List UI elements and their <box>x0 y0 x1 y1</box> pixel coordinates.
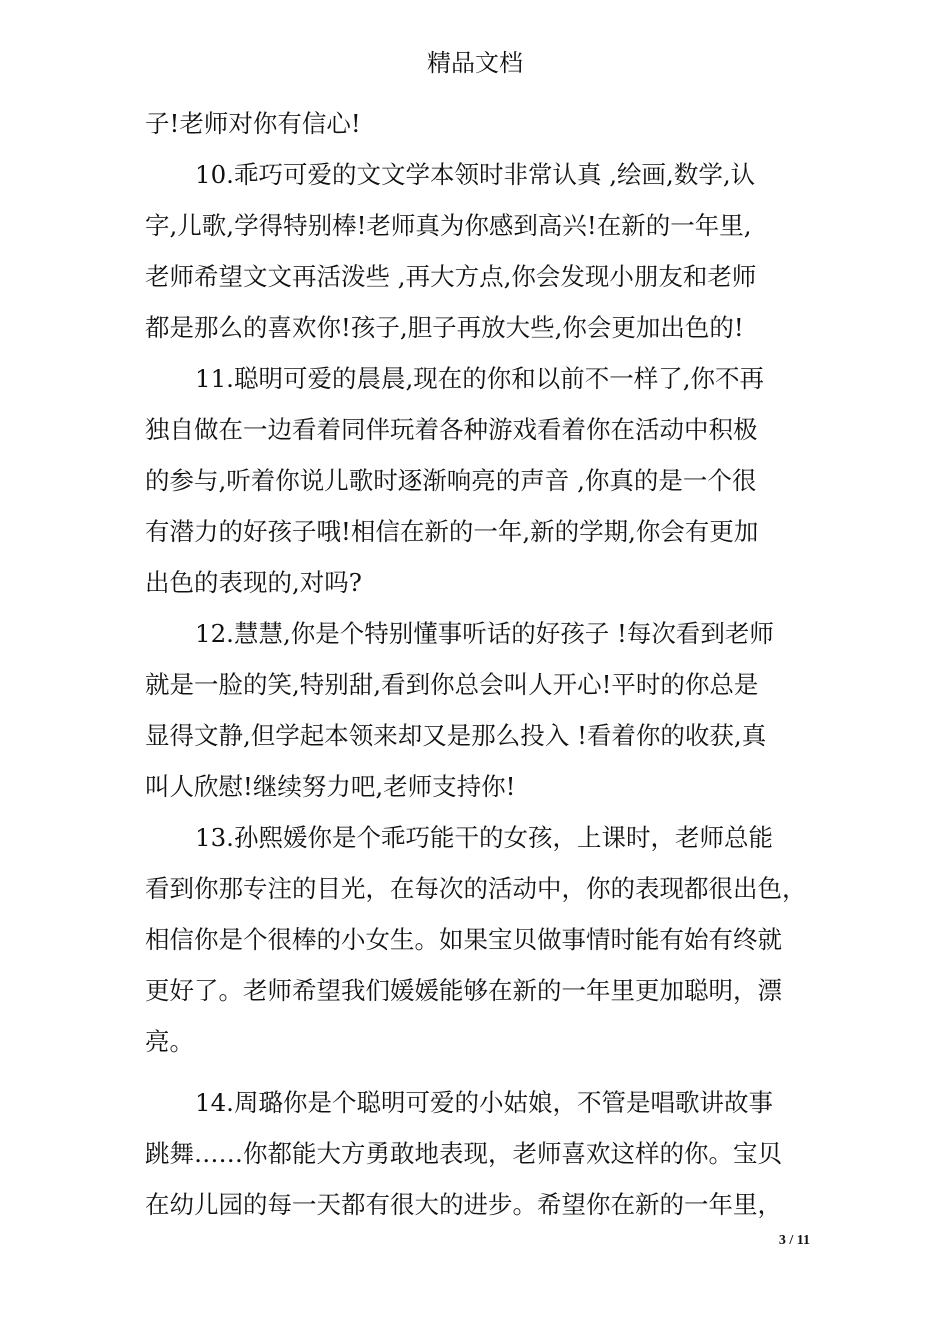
paragraph-13-line: 13.孙熙媛你是个乖巧能干的女孩，上课时，老师总能 <box>195 823 773 852</box>
text-line: 相信你是个很棒的小女生。如果宝贝做事情时能有始有终就 <box>145 925 782 954</box>
paragraph-14-line: 14.周璐你是个聪明可爱的小姑娘，不管是唱歌讲故事 <box>195 1088 773 1117</box>
text-line: 有潜力的好孩子哦!相信在新的一年,新的学期,你会有更加 <box>145 517 759 546</box>
text-line: 独自做在一边看着同伴玩着各种游戏看着你在活动中积极 <box>145 415 758 444</box>
text-line: 都是那么的喜欢你!孩子,胆子再放大些,你会更加出色的! <box>145 313 744 342</box>
text-line: 显得文静,但学起本领来却又是那么投入 !看着你的收获,真 <box>145 721 767 750</box>
text-line: 子!老师对你有信心! <box>145 109 361 138</box>
text-line: 叫人欣慰!继续努力吧,老师支持你! <box>145 772 516 801</box>
page-number: 3 / 11 <box>778 1233 810 1248</box>
paragraph-11-line: 11.聪明可爱的晨晨,现在的你和以前不一样了,你不再 <box>195 364 765 393</box>
text-line: 就是一脸的笑,特别甜,看到你总会叫人开心!平时的你总是 <box>145 670 759 699</box>
text-line: 的参与,听着你说儿歌时逐渐响亮的声音 ,你真的是一个很 <box>145 466 757 495</box>
text-line: 出色的表现的,对吗? <box>145 568 362 597</box>
text-line: 看到你那专注的目光，在每次的活动中，你的表现都很出色， <box>145 874 807 903</box>
text-line: 在幼儿园的每一天都有很大的进步。希望你在新的一年里， <box>145 1190 782 1219</box>
page-header-title: 精品文档 <box>427 49 523 77</box>
text-line: 更好了。老师希望我们媛媛能够在新的一年里更加聪明，漂 <box>145 976 782 1005</box>
paragraph-spacer <box>145 1067 809 1077</box>
text-line: 老师希望文文再活泼些 ,再大方点,你会发现小朋友和老师 <box>145 262 757 291</box>
text-line: 跳舞……你都能大方勇敢地表现，老师喜欢这样的你。宝贝 <box>145 1139 782 1168</box>
document-body <box>145 98 809 1230</box>
paragraph-10-line: 10.乖巧可爱的文文学本领时非常认真 ,绘画,数学,认 <box>195 160 756 189</box>
text-line: 字,儿歌,学得特别棒!老师真为你感到高兴!在新的一年里, <box>145 211 752 240</box>
text-line: 亮。 <box>145 1027 194 1056</box>
paragraph-12-line: 12.慧慧,你是个特别懂事听话的好孩子 !每次看到老师 <box>195 619 774 648</box>
